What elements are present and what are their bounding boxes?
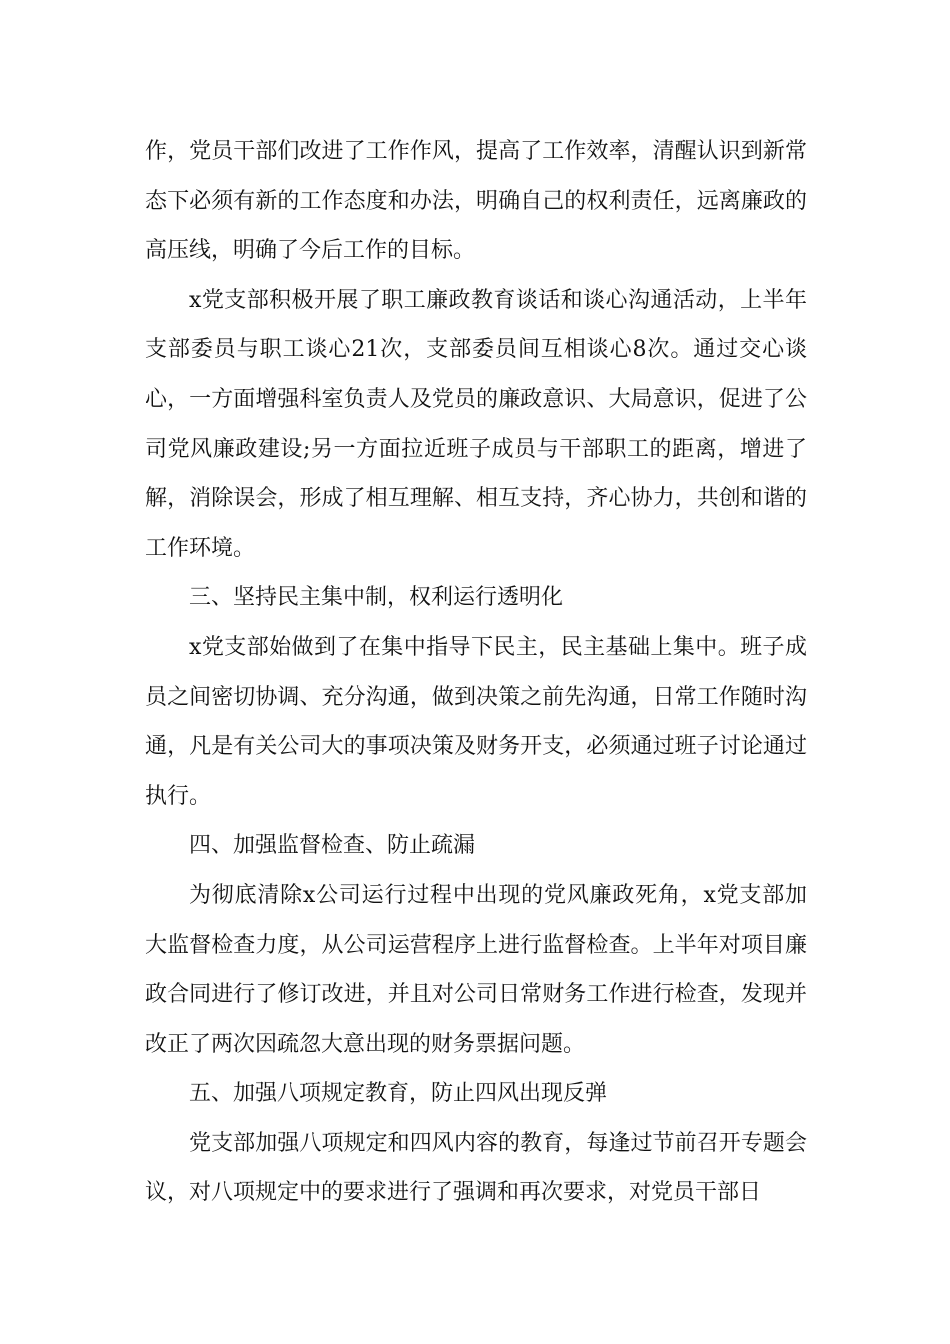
paragraph-supervision: 为彻底清除x公司运行过程中出现的党风廉政死角，x党支部加大监督检查力度，从公司运营程序上进行监督检查。上半年对项目廉政合同进行了修订改进，并且对公司日常财务工作进行检查，发现并改正了两次因疏忽大意出现的财务票据问题。 bbox=[145, 882, 807, 1057]
paragraph-talk-activities: x党支部积极开展了职工廉政教育谈话和谈心沟通活动，上半年支部委员与职工谈心21次，支部委员间互相谈心8次。通过交心谈心，一方面增强科室负责人及党员的廉政意识、大局意识，促进了公司党风廉政建设;另一方面拉近班子成员与干部职工的距离，增进了解，消除误会，形成了相互理解、相互支持，齐心协力，共创和谐的工作环境。 bbox=[145, 287, 807, 561]
section-heading-4: 四、加强监督检查、防止疏漏 bbox=[189, 833, 476, 859]
section-heading-3: 三、坚持民主集中制，权利运行透明化 bbox=[189, 585, 564, 611]
paragraph-eight-rules: 党支部加强八项规定和四风内容的教育，每逢过节前召开专题会议，对八项规定中的要求进行了强调和再次要求，对党员干部日 bbox=[145, 1130, 807, 1206]
paragraph-democratic-centralism: x党支部始做到了在集中指导下民主，民主基础上集中。班子成员之间密切协调、充分沟通，做到决策之前先沟通，日常工作随时沟通，凡是有关公司大的事项决策及财务开支，必须通过班子讨论通过执行。 bbox=[145, 634, 807, 809]
document-body bbox=[145, 127, 807, 1218]
paragraph-continuation: 作，党员干部们改进了工作作风，提高了工作效率，清醒认识到新常态下必须有新的工作态度和办法，明确自己的权利责任，远离廉政的高压线，明确了今后工作的目标。 bbox=[145, 139, 807, 264]
section-heading-5: 五、加强八项规定教育，防止四风出现反弹 bbox=[189, 1081, 608, 1107]
